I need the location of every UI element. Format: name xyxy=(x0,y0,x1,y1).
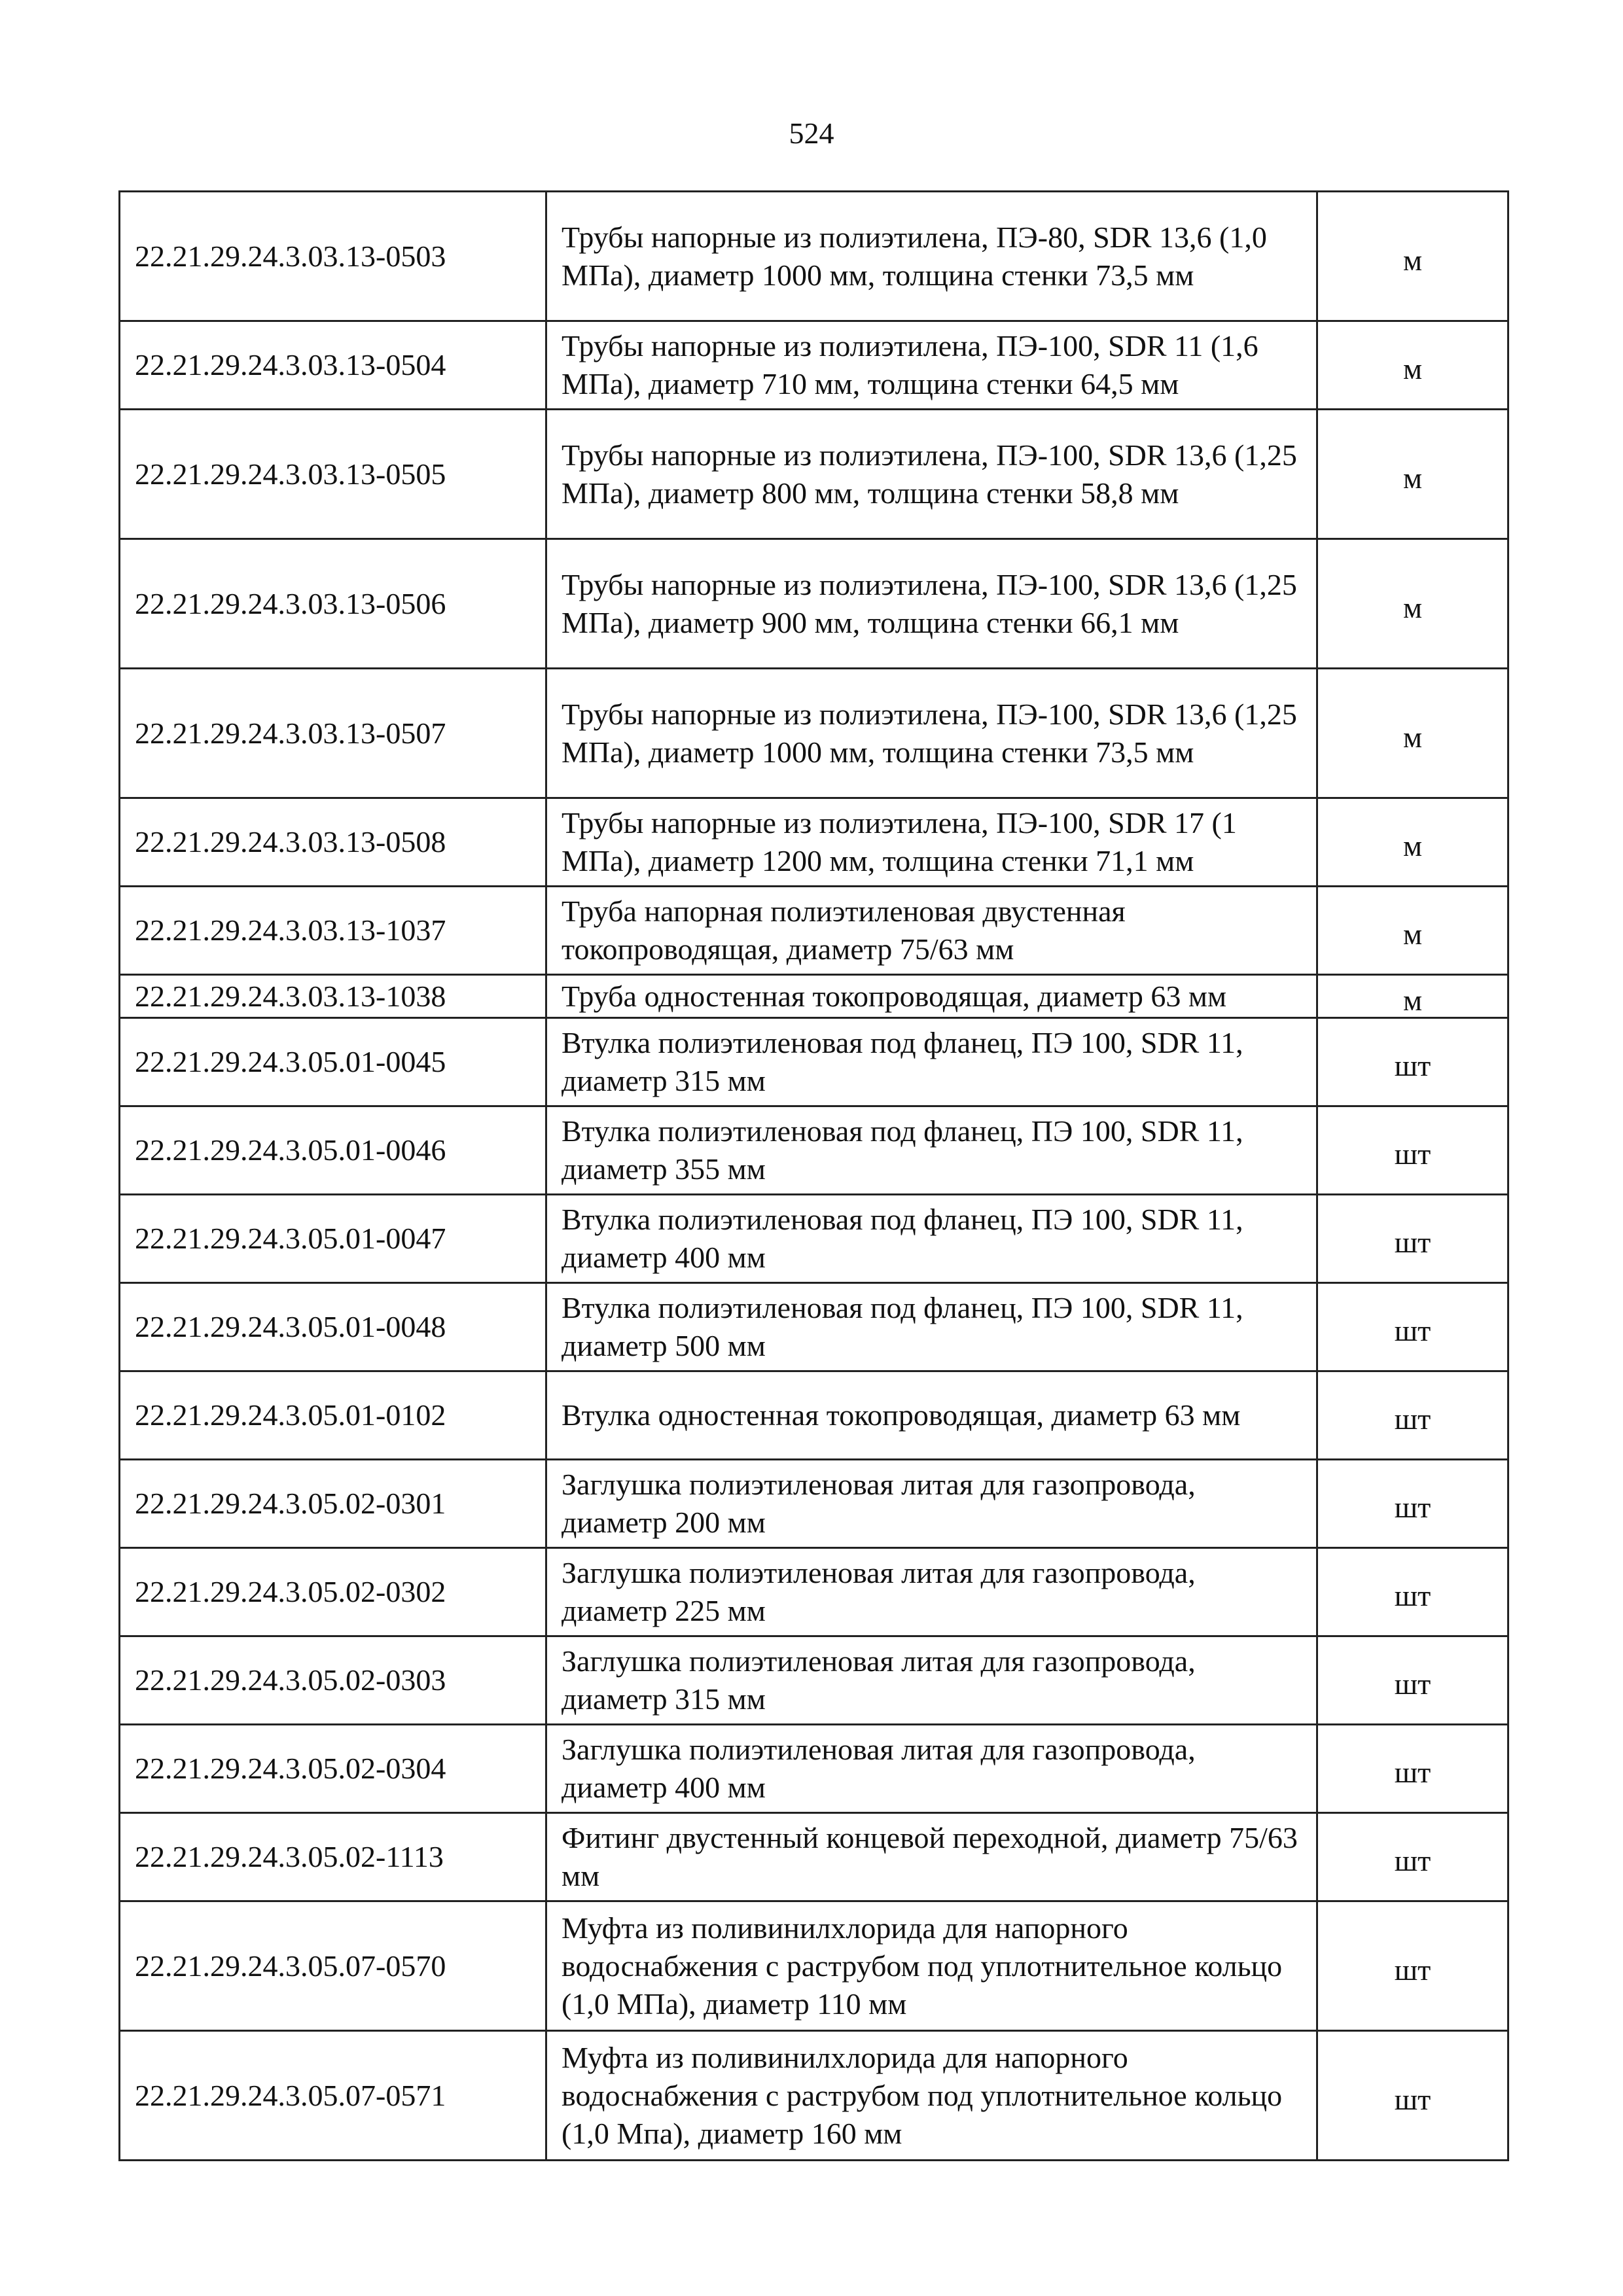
item-code: 22.21.29.24.3.03.13-0504 xyxy=(120,321,546,410)
item-unit: шт xyxy=(1394,1952,1431,1987)
item-unit-cell xyxy=(1317,887,1508,975)
item-unit: шт xyxy=(1394,1402,1431,1436)
item-unit: шт xyxy=(1394,1579,1431,1612)
item-unit: шт xyxy=(1394,1049,1431,1082)
item-code: 22.21.29.24.3.05.01-0047 xyxy=(120,1195,546,1283)
table-row xyxy=(120,669,1508,798)
item-unit-cell xyxy=(1317,1725,1508,1813)
table-row xyxy=(120,798,1508,887)
table-row xyxy=(120,1901,1508,2031)
item-code: 22.21.29.24.3.05.01-0046 xyxy=(120,1106,546,1195)
item-name: Заглушка полиэтиленовая литая для газопровода, диаметр 200 мм xyxy=(546,1460,1317,1548)
table-row xyxy=(120,1283,1508,1371)
page-number: 524 xyxy=(789,116,834,150)
item-name: Втулка полиэтиленовая под фланец, ПЭ 100, SDR 11, диаметр 400 мм xyxy=(546,1195,1317,1283)
table-row xyxy=(120,1548,1508,1636)
item-unit: м xyxy=(1402,917,1423,951)
table-row xyxy=(120,2031,1508,2161)
item-unit-cell xyxy=(1317,1901,1508,2031)
item-name: Заглушка полиэтиленовая литая для газопровода, диаметр 400 мм xyxy=(546,1725,1317,1813)
item-unit-cell xyxy=(1317,410,1508,539)
table-row xyxy=(120,1460,1508,1548)
item-unit-cell xyxy=(1317,798,1508,887)
item-code: 22.21.29.24.3.03.13-0503 xyxy=(120,192,546,321)
item-code: 22.21.29.24.3.05.07-0570 xyxy=(120,1901,546,2031)
item-code: 22.21.29.24.3.03.13-1037 xyxy=(120,887,546,975)
item-code: 22.21.29.24.3.05.01-0045 xyxy=(120,1018,546,1106)
item-unit-cell xyxy=(1317,1106,1508,1195)
item-unit: м xyxy=(1402,243,1423,277)
table-row xyxy=(120,1371,1508,1460)
item-code: 22.21.29.24.3.03.13-0506 xyxy=(120,539,546,669)
item-unit-cell xyxy=(1317,1018,1508,1106)
item-name: Муфта из поливинилхлорида для напорного водоснабжения с раструбом под уплотнительное кольцо (1,0 МПа), диаметр 110 мм xyxy=(546,1901,1317,2031)
item-name: Втулка полиэтиленовая под фланец, ПЭ 100, SDR 11, диаметр 315 мм xyxy=(546,1018,1317,1106)
item-unit-cell xyxy=(1317,1195,1508,1283)
item-code: 22.21.29.24.3.05.02-0304 xyxy=(120,1725,546,1813)
item-unit-cell xyxy=(1317,975,1508,1018)
item-name: Заглушка полиэтиленовая литая для газопровода, диаметр 315 мм xyxy=(546,1636,1317,1725)
item-unit: м xyxy=(1402,352,1423,385)
item-name: Трубы напорные из полиэтилена, ПЭ-100, SDR 13,6 (1,25 МПа), диаметр 800 мм, толщина стенки 58,8 мм xyxy=(546,410,1317,539)
item-code: 22.21.29.24.3.05.02-0302 xyxy=(120,1548,546,1636)
item-name: Муфта из поливинилхлорида для напорного водоснабжения с раструбом под уплотнительное кольцо (1,0 Мпа), диаметр 160 мм xyxy=(546,2031,1317,2161)
item-unit: м xyxy=(1402,590,1423,624)
item-unit-cell xyxy=(1317,1371,1508,1460)
table-row xyxy=(120,1725,1508,1813)
item-unit-cell xyxy=(1317,2031,1508,2161)
table-row xyxy=(120,1018,1508,1106)
item-code: 22.21.29.24.3.05.02-1113 xyxy=(120,1813,546,1901)
item-name: Втулка одностенная токопроводящая, диаметр 63 мм xyxy=(546,1371,1317,1460)
table-body xyxy=(120,192,1508,2161)
item-name: Фитинг двустенный концевой переходной, диаметр 75/63 мм xyxy=(546,1813,1317,1901)
item-name: Трубы напорные из полиэтилена, ПЭ-80, SDR 13,6 (1,0 МПа), диаметр 1000 мм, толщина стенки 73,5 мм xyxy=(546,192,1317,321)
item-unit: шт xyxy=(1394,2082,1431,2116)
item-name: Втулка полиэтиленовая под фланец, ПЭ 100, SDR 11, диаметр 500 мм xyxy=(546,1283,1317,1371)
item-unit-cell xyxy=(1317,1636,1508,1725)
item-unit: шт xyxy=(1394,1667,1431,1701)
item-unit: шт xyxy=(1394,1491,1431,1524)
item-code: 22.21.29.24.3.03.13-1038 xyxy=(120,975,546,1018)
table-row xyxy=(120,321,1508,410)
item-unit: м xyxy=(1402,720,1423,754)
item-code: 22.21.29.24.3.05.02-0301 xyxy=(120,1460,546,1548)
table-row xyxy=(120,1106,1508,1195)
item-name: Трубы напорные из полиэтилена, ПЭ-100, SDR 11 (1,6 МПа), диаметр 710 мм, толщина стенки 64,5 мм xyxy=(546,321,1317,410)
item-unit-cell xyxy=(1317,669,1508,798)
item-unit: шт xyxy=(1394,1314,1431,1347)
item-unit: м xyxy=(1402,461,1423,495)
item-unit: шт xyxy=(1394,1844,1431,1877)
item-name: Труба напорная полиэтиленовая двустенная токопроводящая, диаметр 75/63 мм xyxy=(546,887,1317,975)
item-unit: м xyxy=(1402,983,1423,1017)
item-unit-cell xyxy=(1317,1460,1508,1548)
table-row xyxy=(120,410,1508,539)
item-code: 22.21.29.24.3.05.01-0102 xyxy=(120,1371,546,1460)
item-name: Трубы напорные из полиэтилена, ПЭ-100, SDR 17 (1 МПа), диаметр 1200 мм, толщина стенки 71,1 мм xyxy=(546,798,1317,887)
item-unit: шт xyxy=(1394,1756,1431,1789)
item-code: 22.21.29.24.3.03.13-0505 xyxy=(120,410,546,539)
item-code: 22.21.29.24.3.05.01-0048 xyxy=(120,1283,546,1371)
item-code: 22.21.29.24.3.05.07-0571 xyxy=(120,2031,546,2161)
item-code: 22.21.29.24.3.03.13-0507 xyxy=(120,669,546,798)
item-unit-cell xyxy=(1317,1283,1508,1371)
item-code: 22.21.29.24.3.05.02-0303 xyxy=(120,1636,546,1725)
item-code: 22.21.29.24.3.03.13-0508 xyxy=(120,798,546,887)
table-row xyxy=(120,1195,1508,1283)
item-name: Труба одностенная токопроводящая, диаметр 63 мм xyxy=(546,975,1317,1018)
item-unit: шт xyxy=(1394,1226,1431,1259)
item-name: Втулка полиэтиленовая под фланец, ПЭ 100, SDR 11, диаметр 355 мм xyxy=(546,1106,1317,1195)
item-unit: м xyxy=(1402,829,1423,862)
item-unit-cell xyxy=(1317,1813,1508,1901)
table-row xyxy=(120,192,1508,321)
item-name: Заглушка полиэтиленовая литая для газопровода, диаметр 225 мм xyxy=(546,1548,1317,1636)
table-row xyxy=(120,1636,1508,1725)
item-name: Трубы напорные из полиэтилена, ПЭ-100, SDR 13,6 (1,25 МПа), диаметр 900 мм, толщина стенки 66,1 мм xyxy=(546,539,1317,669)
table-row xyxy=(120,539,1508,669)
item-name: Трубы напорные из полиэтилена, ПЭ-100, SDR 13,6 (1,25 МПа), диаметр 1000 мм, толщина стенки 73,5 мм xyxy=(546,669,1317,798)
item-unit-cell xyxy=(1317,539,1508,669)
item-unit-cell xyxy=(1317,192,1508,321)
table-row xyxy=(120,887,1508,975)
table-row xyxy=(120,1813,1508,1901)
table-row xyxy=(120,975,1508,1018)
item-unit-cell xyxy=(1317,1548,1508,1636)
materials-table xyxy=(118,190,1509,2161)
item-unit-cell xyxy=(1317,321,1508,410)
item-unit: шт xyxy=(1394,1137,1431,1171)
